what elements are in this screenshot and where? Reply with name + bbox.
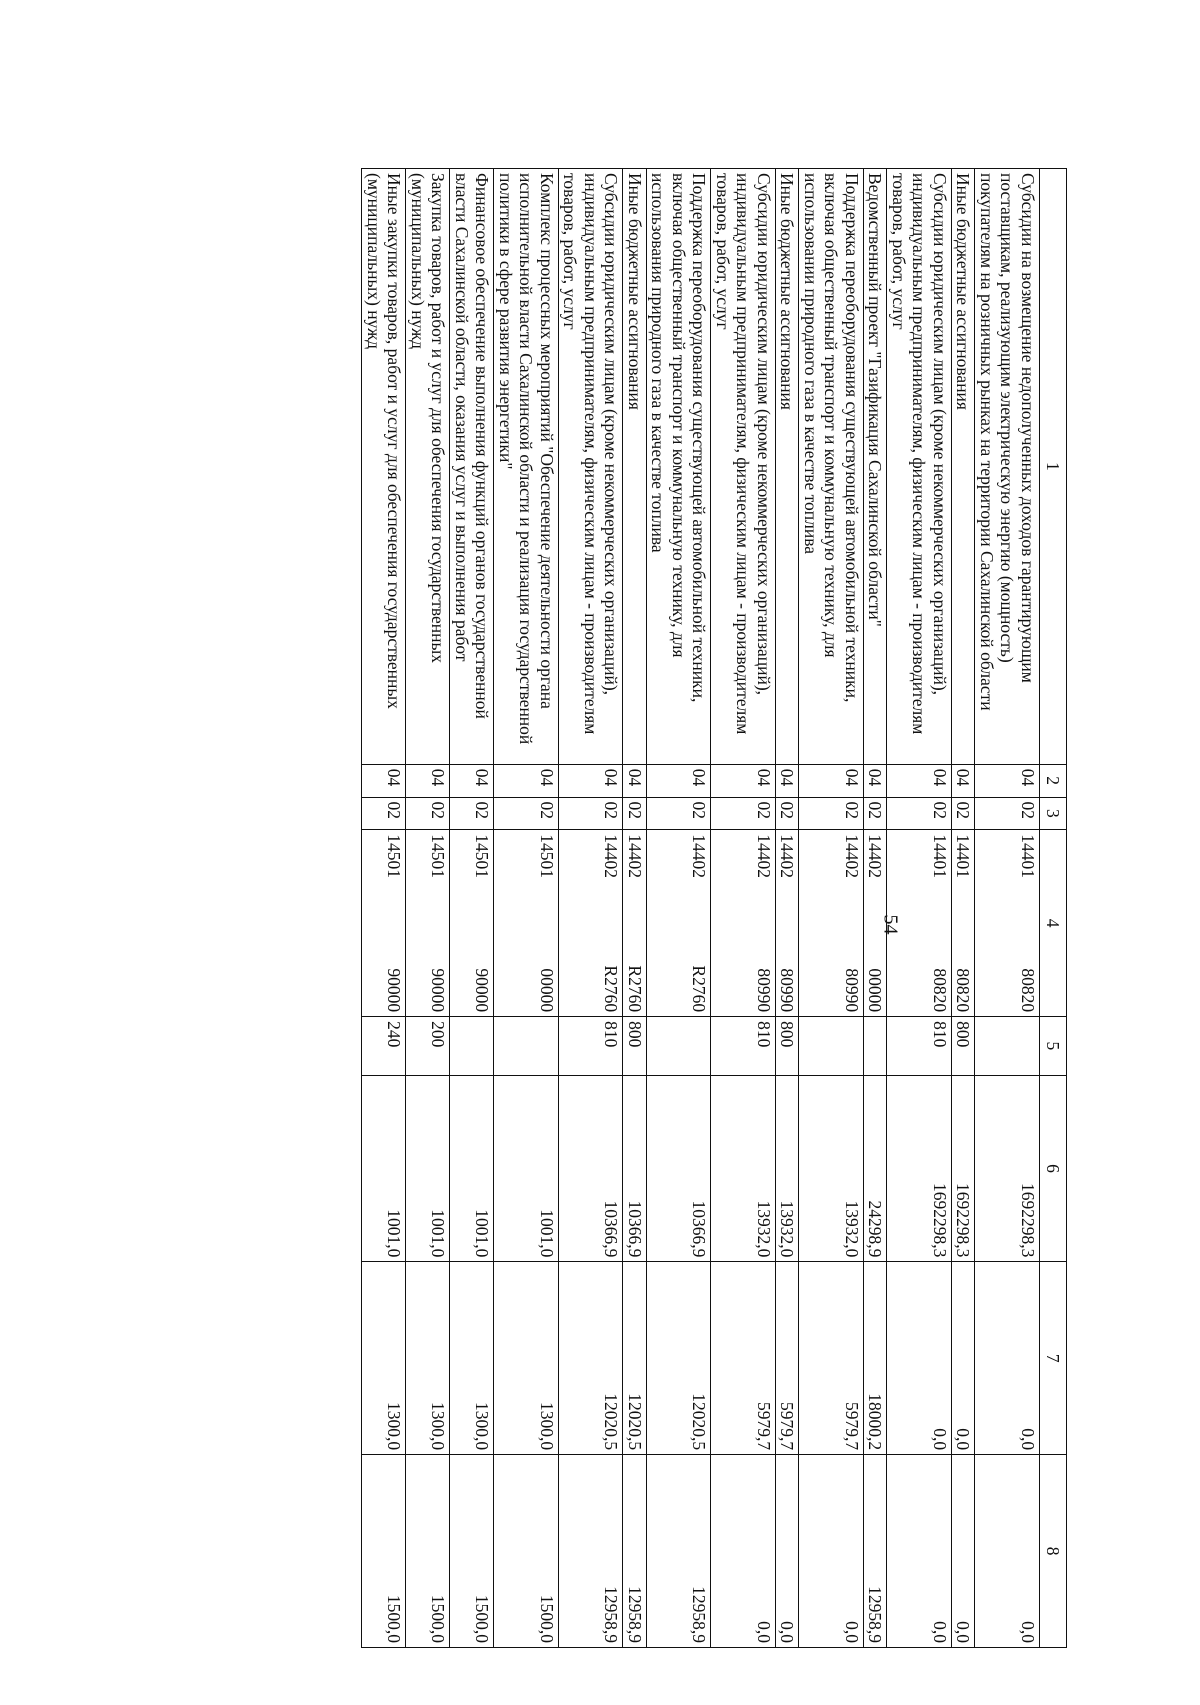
amount-year-1: 10366,9 xyxy=(559,1075,624,1262)
expense-type-code: 800 xyxy=(776,1017,800,1075)
amount-year-1: 13932,0 xyxy=(711,1075,776,1262)
target-article-code xyxy=(494,830,559,1017)
column-header: 4 xyxy=(1040,830,1067,1017)
section-code: 04 xyxy=(406,764,450,797)
program-code: 14401 xyxy=(953,834,974,878)
target-article-code xyxy=(450,830,494,1017)
amount-year-3: 12958,9 xyxy=(623,1455,647,1648)
expense-type-code: 240 xyxy=(362,1017,406,1075)
section-code: 04 xyxy=(952,764,976,797)
target-article-code xyxy=(647,830,712,1017)
row-name: Иные бюджетные ассигнования xyxy=(623,169,647,765)
column-header: 1 xyxy=(1040,169,1067,765)
program-code: 14402 xyxy=(689,834,710,878)
program-code: 14402 xyxy=(625,834,645,878)
section-code: 04 xyxy=(362,764,406,797)
amount-year-1: 1692298,3 xyxy=(952,1075,976,1262)
direction-code: 00000 xyxy=(865,968,886,1013)
target-article-code xyxy=(362,830,406,1017)
table-row xyxy=(952,169,976,1648)
direction-code: 80820 xyxy=(953,968,974,1013)
section-code: 04 xyxy=(559,764,624,797)
amount-year-2: 5979,7 xyxy=(711,1262,776,1455)
program-code: 14402 xyxy=(601,834,622,878)
section-code: 04 xyxy=(450,764,494,797)
table-row xyxy=(362,169,406,1648)
target-article-code xyxy=(406,830,450,1017)
amount-year-2: 0,0 xyxy=(887,1262,952,1455)
table-row xyxy=(494,169,559,1648)
amount-year-1: 10366,9 xyxy=(623,1075,647,1262)
expense-type-code: 800 xyxy=(623,1017,647,1075)
row-name: Закупка товаров, работ и услуг для обеспечения государственных (муниципальных) нужд xyxy=(406,169,450,765)
target-article-code xyxy=(623,830,647,1017)
section-code: 04 xyxy=(711,764,776,797)
section-code: 04 xyxy=(887,764,952,797)
expense-type-code xyxy=(450,1017,494,1075)
subsection-code: 02 xyxy=(406,797,450,830)
table-body xyxy=(362,169,1040,1648)
direction-code: R2760 xyxy=(689,965,710,1013)
row-name: Финансовое обеспечение выполнения функций органов государственной власти Сахалинской области, оказания услуг и выполнения работ xyxy=(450,169,494,765)
subsection-code: 02 xyxy=(494,797,559,830)
amount-year-2: 5979,7 xyxy=(799,1262,864,1455)
row-name: Субсидии юридическим лицам (кроме некоммерческих организаций), индивидуальным предпринимателям, физическим лицам - производителям товаров, работ, услуг xyxy=(559,169,624,765)
program-code: 14402 xyxy=(777,834,798,878)
target-article-code xyxy=(952,830,976,1017)
amount-year-2: 18000,2 xyxy=(864,1262,888,1455)
section-code: 04 xyxy=(776,764,800,797)
row-name: Комплекс процессных мероприятий "Обеспечение деятельности органа исполнительной власти Сахалинской области и реализация государственной политики в сфере развития энергетики" xyxy=(494,169,559,765)
target-article-code xyxy=(711,830,776,1017)
expense-type-code: 810 xyxy=(887,1017,952,1075)
column-header: 5 xyxy=(1040,1017,1067,1075)
expense-type-code: 800 xyxy=(952,1017,976,1075)
amount-year-3: 0,0 xyxy=(799,1455,864,1648)
direction-code: R2760 xyxy=(625,965,645,1013)
amount-year-3: 1500,0 xyxy=(494,1455,559,1648)
table-row xyxy=(711,169,776,1648)
table-row xyxy=(450,169,494,1648)
expense-type-code xyxy=(864,1017,888,1075)
column-header: 7 xyxy=(1040,1262,1067,1455)
target-article-code xyxy=(864,830,888,1017)
budget-table xyxy=(362,168,1068,1648)
column-header: 2 xyxy=(1040,764,1067,797)
subsection-code: 02 xyxy=(559,797,624,830)
subsection-code: 02 xyxy=(864,797,888,830)
program-code: 14501 xyxy=(428,834,449,878)
amount-year-3: 12958,9 xyxy=(647,1455,712,1648)
amount-year-3: 12958,9 xyxy=(864,1455,888,1648)
amount-year-1: 13932,0 xyxy=(799,1075,864,1262)
subsection-code: 02 xyxy=(799,797,864,830)
target-article-code xyxy=(887,830,952,1017)
subsection-code: 02 xyxy=(776,797,800,830)
expense-type-code: 810 xyxy=(559,1017,624,1075)
subsection-code: 02 xyxy=(450,797,494,830)
target-article-code xyxy=(776,830,800,1017)
amount-year-3: 0,0 xyxy=(952,1455,976,1648)
amount-year-1: 10366,9 xyxy=(647,1075,712,1262)
amount-year-1: 1001,0 xyxy=(362,1075,406,1262)
section-code: 04 xyxy=(494,764,559,797)
section-code: 04 xyxy=(647,764,712,797)
table-row xyxy=(647,169,712,1648)
table-row xyxy=(975,169,1040,1648)
program-code: 14501 xyxy=(472,834,493,878)
page-number: 54 xyxy=(879,914,902,935)
direction-code: 80990 xyxy=(777,968,798,1013)
amount-year-2: 0,0 xyxy=(975,1262,1040,1455)
table-row xyxy=(776,169,800,1648)
table-row xyxy=(799,169,864,1648)
direction-code: 90000 xyxy=(472,968,493,1013)
row-name: Ведомственный проект "Газификация Сахалинской области" xyxy=(864,169,888,765)
direction-code: 80990 xyxy=(842,968,862,1013)
amount-year-2: 12020,5 xyxy=(623,1262,647,1455)
amount-year-2: 5979,7 xyxy=(776,1262,800,1455)
direction-code: R2760 xyxy=(601,965,622,1013)
row-name: Субсидии юридическим лицам (кроме некоммерческих организаций), индивидуальным предпринимателям, физическим лицам - производителям товаров, работ, услуг xyxy=(711,169,776,765)
amount-year-3: 1500,0 xyxy=(406,1455,450,1648)
amount-year-2: 12020,5 xyxy=(647,1262,712,1455)
row-name: Иные бюджетные ассигнования xyxy=(952,169,976,765)
target-article-code xyxy=(559,830,624,1017)
row-name: Поддержка переоборудования существующей автомобильной техники, включая общественный транспорт и коммунальную технику, для использовании природного газа в качестве топлива xyxy=(799,169,864,765)
amount-year-3: 0,0 xyxy=(776,1455,800,1648)
amount-year-2: 0,0 xyxy=(952,1262,976,1455)
expense-type-code xyxy=(799,1017,864,1075)
amount-year-2: 1300,0 xyxy=(362,1262,406,1455)
program-code: 14401 xyxy=(1018,834,1038,878)
amount-year-3: 1500,0 xyxy=(362,1455,406,1648)
amount-year-1: 24298,9 xyxy=(864,1075,888,1262)
column-header: 6 xyxy=(1040,1075,1067,1262)
amount-year-3: 0,0 xyxy=(711,1455,776,1648)
amount-year-1: 1692298,3 xyxy=(975,1075,1040,1262)
expense-type-code xyxy=(647,1017,712,1075)
section-code: 04 xyxy=(975,764,1040,797)
amount-year-2: 1300,0 xyxy=(494,1262,559,1455)
row-name: Субсидии юридическим лицам (кроме некоммерческих организаций), индивидуальным предпринимателям, физическим лицам - производителям товаров, работ, услуг xyxy=(887,169,952,765)
subsection-code: 02 xyxy=(887,797,952,830)
program-code: 14402 xyxy=(865,834,886,878)
amount-year-1: 1001,0 xyxy=(494,1075,559,1262)
target-article-code xyxy=(799,830,864,1017)
table-row xyxy=(406,169,450,1648)
direction-code: 80820 xyxy=(930,968,950,1013)
amount-year-1: 1692298,3 xyxy=(887,1075,952,1262)
amount-year-1: 13932,0 xyxy=(776,1075,800,1262)
direction-code: 80820 xyxy=(1018,968,1038,1013)
subsection-code: 02 xyxy=(362,797,406,830)
target-article-code xyxy=(975,830,1040,1017)
direction-code: 00000 xyxy=(537,968,557,1013)
section-code: 04 xyxy=(623,764,647,797)
direction-code: 80990 xyxy=(754,968,774,1013)
subsection-code: 02 xyxy=(711,797,776,830)
subsection-code: 02 xyxy=(952,797,976,830)
budget-table-container xyxy=(67,168,1067,1648)
subsection-code: 02 xyxy=(975,797,1040,830)
amount-year-2: 1300,0 xyxy=(406,1262,450,1455)
section-code: 04 xyxy=(799,764,864,797)
program-code: 14501 xyxy=(384,834,405,878)
amount-year-1: 1001,0 xyxy=(406,1075,450,1262)
column-header: 3 xyxy=(1040,797,1067,830)
subsection-code: 02 xyxy=(623,797,647,830)
expense-type-code: 810 xyxy=(711,1017,776,1075)
program-code: 14401 xyxy=(930,834,950,878)
program-code: 14402 xyxy=(842,834,862,878)
table-row xyxy=(887,169,952,1648)
amount-year-3: 12958,9 xyxy=(559,1455,624,1648)
amount-year-2: 1300,0 xyxy=(450,1262,494,1455)
table-row xyxy=(623,169,647,1648)
section-code: 04 xyxy=(864,764,888,797)
table-row xyxy=(864,169,888,1648)
row-name: Иные бюджетные ассигнования xyxy=(776,169,800,765)
amount-year-3: 0,0 xyxy=(887,1455,952,1648)
direction-code: 90000 xyxy=(384,968,405,1013)
amount-year-3: 1500,0 xyxy=(450,1455,494,1648)
expense-type-code xyxy=(975,1017,1040,1075)
amount-year-3: 0,0 xyxy=(975,1455,1040,1648)
direction-code: 90000 xyxy=(428,968,449,1013)
table-row xyxy=(559,169,624,1648)
program-code: 14501 xyxy=(537,834,557,878)
program-code: 14402 xyxy=(754,834,774,878)
amount-year-2: 12020,5 xyxy=(559,1262,624,1455)
expense-type-code xyxy=(494,1017,559,1075)
header-row xyxy=(1040,169,1067,1648)
row-name: Субсидии на возмещение недополученных доходов гарантирующим поставщикам, реализующим электрическую энергию (мощность) покупателям на розничных рынках на территории Сахалинской области xyxy=(975,169,1040,765)
column-header: 8 xyxy=(1040,1455,1067,1648)
row-name: Поддержка переоборудования существующей автомобильной техники, включая общественный транспорт и коммунальную технику, для использования природного газа в качестве топлива xyxy=(647,169,712,765)
expense-type-code: 200 xyxy=(406,1017,450,1075)
amount-year-1: 1001,0 xyxy=(450,1075,494,1262)
row-name: Иные закупки товаров, работ и услуг для обеспечения государственных (муниципальных) нужд xyxy=(362,169,406,765)
subsection-code: 02 xyxy=(647,797,712,830)
